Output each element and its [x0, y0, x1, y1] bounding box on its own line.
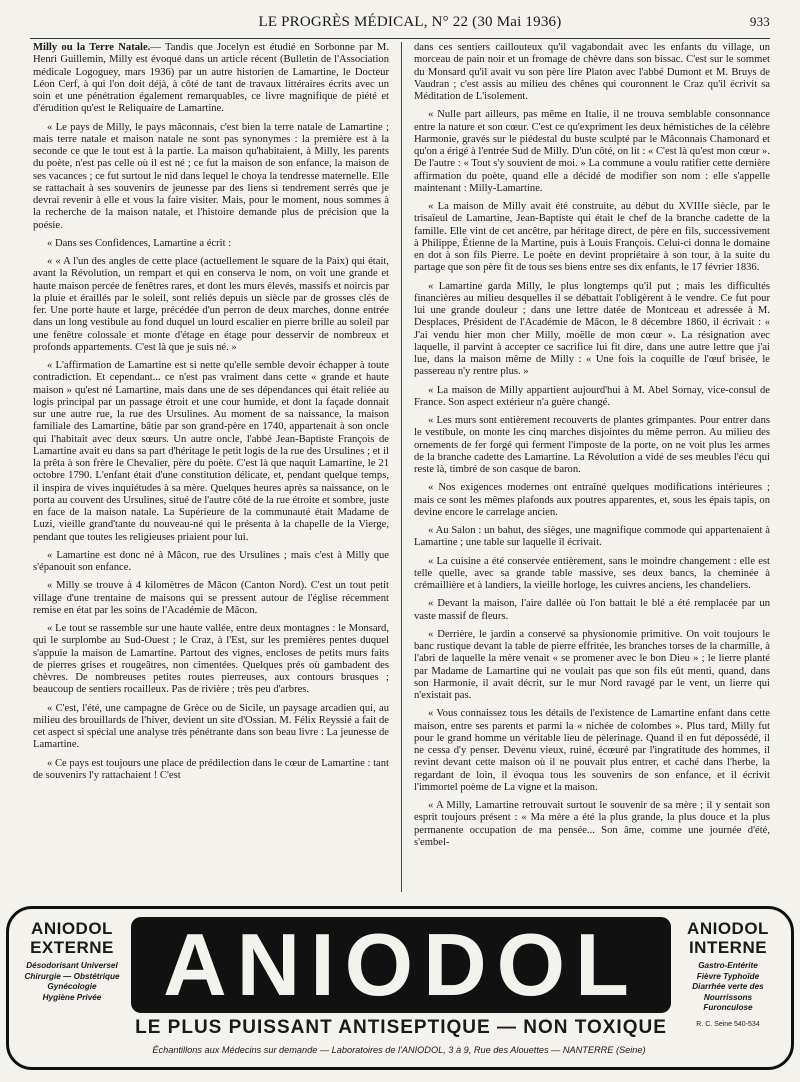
- ad-external-panel: [13, 919, 131, 1003]
- journal-title: LE PROGRÈS MÉDICAL, N° 22 (30 Mai 1936): [258, 14, 562, 30]
- paragraph: « Nulle part ailleurs, pas même en Italie, il ne trouva semblable consonnance entre la nature et son cœur. C'est ce qu'expriment les deux hémistiches de la célèbre Harmonie, gravés sur le piédestal du buste sculpté par le Mâconnais Chamonard et qu'on a érigé à l'entrée Sud de Milly. D'un côté, on lit : « C'est là qu'est mon cœur ». De l'autre : « Tout s'y souvient de moi. » La commune a voulu ratifier cette dernière affirmation du poète, quand elle a décidé de modifier son nom : elle s'appelle maintenant : Milly-Lamartine.: [414, 109, 770, 194]
- ad-logo-banner: ANIODOL: [131, 917, 671, 1013]
- paragraph: « A Milly, Lamartine retrouvait surtout le souvenir de sa mère ; il y sentait son esprit toujours présent : « Ma mère a été la plus grande, la plus douce et la plus permanente occupation de ma pensée... Son âme, comme une journée d'été, s'embel-: [414, 800, 770, 848]
- ad-internal-title: ANIODOL INTERNE: [687, 919, 769, 957]
- paragraph: « L'affirmation de Lamartine est si nette qu'elle semble devoir échapper à toute contradiction. Et cependant... ce n'est pas vraiment dans cette « grande et haute maison » qu'est né Lamartine, mais dans une de ses dépendances qui était reliée au logis principal par un passage étroit et une cour humide, et dont la façade donnait sur une autre rue, la rue des Ursulines. Au moment de sa naissance, la maison familiale des Lamartine, bâtie par son grand-père en 1740, appartenait à son oncle qui l'habitait avec deux sœurs. Un autre oncle, l'abbé Jean-Baptiste François de Lamartine avait eu dans sa part d'héritage le petit logis de la rue des Ursulines ; et il la prêta à son frère le Chevalier, père du poète. C'est là que naquit Lamartine, le 21 octobre 1790. L'enfant était d'une constitution délicate, et, pendant quelque temps, il inspira de vives inquiétudes à sa mère. Quelques heures après sa naissance, on le porta au couvent des Ursulines, situé de l'autre côté de la rue étroite et sombre, juste en face de la maison natale. La Supérieure de la communauté était Madame de Luzi, vieille grand'tante du nouveau-né qui le présenta à la chapelle de la Vierge, pendant que toutes les religieuses priaient pour lui.: [33, 360, 389, 543]
- ad-tagline: LE PLUS PUISSANT ANTISEPTIQUE — NON TOXIQUE: [135, 1017, 667, 1038]
- paragraph: « Milly se trouve à 4 kilomètres de Mâcon (Canton Nord). C'est un tout petit village d'une trentaine de maisons qui se pressent autour de l'église récemment remise en état par les soins de l'Académie de Mâcon.: [33, 580, 389, 616]
- ad-list-item: Hygiène Privée: [42, 992, 102, 1002]
- paragraph-text: — Tandis que Jocelyn est étudié en Sorbonne par M. Henri Guillemin, Milly est évoqué dans un article récent (Bulletin de l'Association médicale Logoguey, mars 1936) par un autre historien de Lamartine, le Docteur Léon Cerf, à qui l'on doit déjà, à côté de tant de travaux littéraires écrits avec un soin et une pénétration également remarquables, ce livre magnifique de piété et d'érudition qu'est le Reliquaire de Lamartine.: [33, 42, 389, 115]
- paragraph: « Lamartine est donc né à Mâcon, rue des Ursulines ; mais c'est à Milly que s'épanouit son enfance.: [33, 549, 389, 573]
- ad-samples-line: Échantillons aux Médecins sur demande — Laboratoires de l'ANIODOL, 3 à 9, Rue des Alouettes — NANTERRE (Seine): [152, 1045, 646, 1055]
- ad-list-item: Furonculose: [703, 1003, 753, 1012]
- paragraph: « Lamartine garda Milly, le plus longtemps qu'il put ; mais les difficultés financières au milieu desquelles il se débattait l'obligèrent à le vendre. Ce fut pour lui une grande douleur ; dans une lettre datée de Montceau et adressée à M. Desplaces, Président de l'Académie de Mâcon, le 8 décembre 1860, il écrivait : « J'ai vendu hier mon cher Milly, moëlle de mon cœur ». La résignation avec laquelle, il parvint à accepter ce sacrifice lui fit dire, dans une autre lettre que j'ai lue, dans la maison même de Milly : « Une fois la coquille de l'œuf brisée, le passereau n'y rentre plus. »: [414, 280, 770, 378]
- ad-internal-panel: [669, 919, 787, 1030]
- article-columns: [33, 42, 770, 892]
- ad-list-item: Désodorisant Universel: [26, 961, 118, 970]
- quotation-paragraph: « « A l'un des angles de cette place (actuellement le square de la Paix) qui était, avant la Révolution, un rempart et qui en conserva le nom, on voit une grande et haute maison percée de fenêtres rares, et dont les murs élevés, massifs et noircis par la pluie et éraillés par le soleil, sont reliés depuis un siècle par de grosses clés de fer. Une porte haute et large, précédée d'un perron de deux marches, donne entrée dans un long vestibule au fond duquel un lourd escalier en pierre brille au soleil par une fenêtre colossale et monte d'étage en étage pour desservir de nombreux et profonds appartements. C'est là que je suis né. »: [33, 256, 389, 353]
- paragraph: « La maison de Milly appartient aujourd'hui à M. Abel Sornay, vice-consul de France. Son aspect extérieur n'a guère changé.: [414, 384, 770, 408]
- paragraph: dans ces sentiers caillouteux qu'il vagabondait avec les enfants du village, un morceau de pain noir et un fromage de chèvre dans son bissac. C'est sur le sommet du Monsard qu'il avait vu son père lire Platon avec l'abbé Dumont et M. Bruys de Vaudran ; c'est assis au milieu des chênes qui couronnent le Craz qu'il écrivit sa Méditation de L'isolement.: [414, 42, 770, 102]
- paragraph: « C'est, l'été, une campagne de Grèce ou de Sicile, un paysage arcadien qui, au milieu des brouillards de l'hiver, devient un site d'Ossian. M. Félix Reyssié a fait de cet aspect si spécial une analyse très pénétrante dans son beau livre : La jeunesse de Lamartine.: [33, 702, 389, 751]
- paragraph: « Nos exigences modernes ont entraîné quelques modifications intérieures ; mais ce sont les mêmes plafonds aux poutres apparentes, et, sous les épais tapis, on devine encore le carrelage ancien.: [414, 482, 770, 518]
- paragraph: « Ce pays est toujours une place de prédilection dans le cœur de Lamartine : tant de souvenirs l'y rattachaient ! C'est: [33, 757, 389, 781]
- running-header: [30, 14, 770, 38]
- paragraph: [33, 42, 389, 116]
- paragraph: « Vous connaissez tous les détails de l'existence de Lamartine enfant dans cette maison, entre ses parents et parmi la « nichée de colombes ». Plus tard, Milly fut pour le grand homme un véritable lieu de pèlerinage. Quand il en fut dépossédé, il ne cessa d'y penser. Devenu vieux, ruiné, écœuré par l'ingratitude des hommes, il revint devant cette maison où il ne pouvait plus entrer, et caché dans l'herbe, la regardant de loin, il évoqua tous les souvenirs de son enfance, et il écrivit l'immortel poème de La vigne et la maison.: [414, 708, 770, 793]
- ad-external-title: ANIODOL EXTERNE: [30, 919, 114, 957]
- paragraph: « La maison de Milly avait été construite, au début du XVIIIe siècle, par le trisaïeul de Lamartine, Jean-Baptiste qui était le chef de la branche cadette de la famille. Elle vint de cet ancêtre, par héritage direct, de père en fils, successivement à Philippe, Étienne de la Martine, puis à Louis François. Celui-ci donna le domaine en dot à son fils Pierre. Le poète en devint propriétaire à son tour, à la suite du partage que son père fit de tous ses biens entre ses dix enfants, le 17 février 1836.: [414, 201, 770, 274]
- paragraph: « Le pays de Milly, le pays mâconnais, c'est bien la terre natale de Lamartine ; mais terre natale et maison natale ne sont pas synonymes : la première est à la seconde ce que le tout est à la partie. La maison qu'habitaient, à Milly, les parents du poète, n'est pas celle où il est né ; ce fut la maison de son enfance, la maison de ses vacances ; ce fut surtout le nid dans lequel le choya la tendresse maternelle. Elle se rattachait à ses souvenirs de jeunesse par des liens si tendrement serrés que je devrai revenir à elle et vous la faire visiter. Mais, pour le moment, nous sommes à la recherche de la maison natale, et l'histoire demande plus de précision que la poésie.: [33, 121, 389, 231]
- ad-list-item: Fièvre Typhoïde: [696, 971, 760, 981]
- ad-registration: R. C. Seine 540-534: [696, 1020, 760, 1028]
- paragraph: « Les murs sont entièrement recouverts de plantes grimpantes. Pour entrer dans le vestibule, on monte les cinq marches disjointes du même perron. Au milieu des ornements de fer forgé qui ferment l'imposte de la porte, on ne voit plus les armes de la branche cadette des Lamartine. La Révolution a vidé de ses meubles l'écu qui reste là, timbré de son casque de baron.: [414, 415, 770, 475]
- right-column: [402, 42, 770, 892]
- article-title: Milly ou la Terre Natale.: [33, 42, 151, 53]
- paragraph: « La cuisine a été conservée entièrement, sans le moindre changement : elle est telle quelle, avec sa grande table massive, ses deux bancs, la cheminée à crémaillière et à landiers, la vieille horloge, les cuivres anciens, les chandeliers.: [414, 555, 770, 591]
- header-rule: [30, 38, 770, 39]
- paragraph: « Le tout se rassemble sur une haute vallée, entre deux montagnes : le Monsard, qui le surplombe au Sud-Ouest ; le Craz, à l'Est, sur les premières pentes duquel s'appuie la maison de Lamartine. Partout des vignes, encloses de petits murs faits de pierres grises et rougeâtres, non cimentées. Quelques prés où gambadent des chèvres. De nombreuses petites routes pierreuses, aux contours brusques ; beaucoup de sentiers rocailleux. Pas de rivière ; très peu d'arbres.: [33, 623, 389, 696]
- ad-list-item: Gastro-Entérite: [698, 961, 758, 970]
- page-number: 933: [749, 14, 770, 29]
- paragraph: « Derrière, le jardin a conservé sa physionomie primitive. On voit toujours le banc rustique devant la table de pierre effritée, les branches torses de la charmille, à l'abri de laquelle la mère venait « se promener avec le bon Dieu » ; le lierre planté par Madame de Lamartine qui ne voulait pas que son fils eût menti, quand, dans son Harmonie, il avait décrit, sur le mur Nord ravagé par le vent, un lierre qui n'existait pas.: [414, 628, 770, 701]
- aniodol-advertisement: [6, 906, 794, 1070]
- ad-list-item: Diarrhée verte des Nourrissons: [692, 982, 764, 1002]
- left-column: [33, 42, 402, 892]
- ad-list-item: Gynécologie: [47, 982, 97, 991]
- paragraph: « Au Salon : un bahut, des sièges, une magnifique commode qui appartenaient à Lamartine ; une table sur laquelle il écrivait.: [414, 525, 770, 549]
- paragraph: « Dans ses Confidences, Lamartine a écrit :: [47, 237, 232, 249]
- paragraph: « Devant la maison, l'aire dallée où l'on battait le blé a été remplacée par un vaste massif de fleurs.: [414, 598, 770, 622]
- ad-list-item: Chirurgie — Obstétrique: [24, 971, 120, 981]
- ad-external-list: [13, 961, 131, 1003]
- ad-internal-list: [669, 961, 787, 1030]
